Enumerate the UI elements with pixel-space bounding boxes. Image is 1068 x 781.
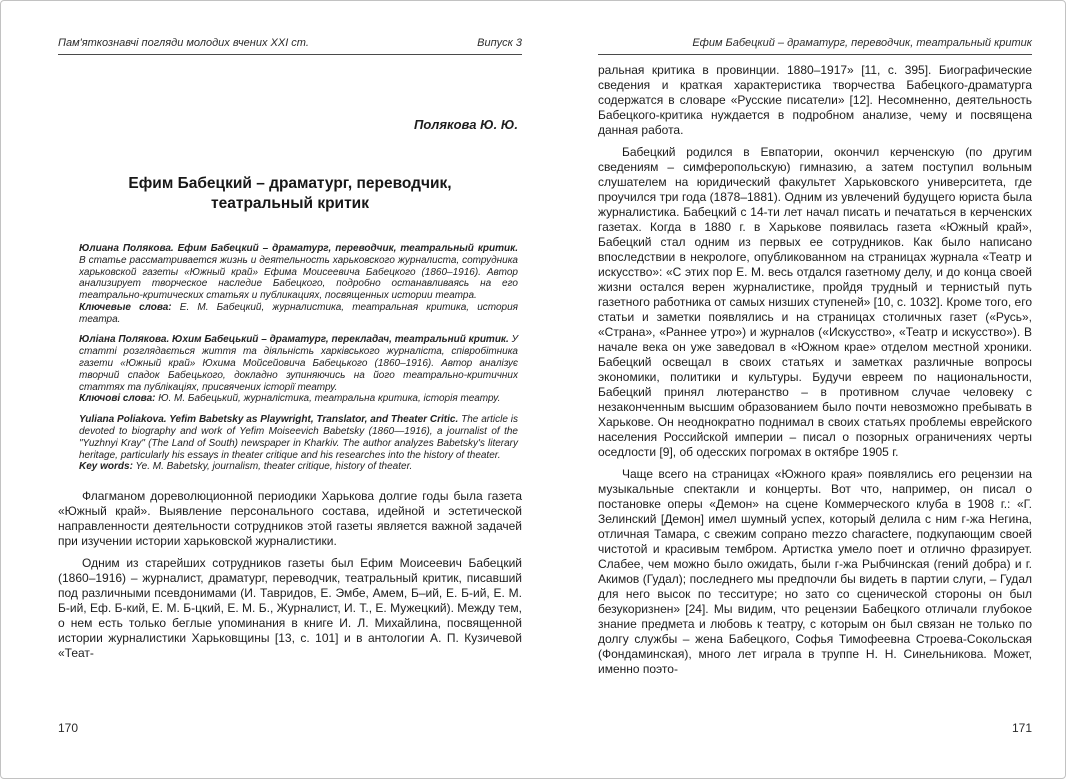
paragraph: ральная критика в провинции. 1880–1917» [11, с. 395]. Биографические сведения и краткая характеристика творчества Бабецкого-драматурга содержатся в словаре «Русские писатели» [12]. Несомненно, деятельность Бабецкого-критика нуждается в подробном анализе, чему и посвящена данная работа. bbox=[598, 63, 1032, 137]
running-head-right-page bbox=[598, 37, 1032, 55]
abstract-english-body: The article is devoted to biography and work of Yefim Moiseevich Babetsky (1860—1916), a journalist of the "Yuzhnyi Kray" (The Land of South) newspaper in Kharkiv. The author analyzes Babetsky's literary heritage, particularly his essays in theater critique and his researches into the history of theater. bbox=[79, 414, 518, 461]
abstract-ukrainian bbox=[58, 334, 522, 405]
abstract-ukrainian-keywords bbox=[79, 393, 518, 405]
abstract-russian-body: В статье рассматривается жизнь и деятельность харьковского журналиста, сотрудника харьковской газеты «Южный край» Ефима Моисеевича Бабецкого (1860–1916). Автор анализирует творческое наследие Бабецкого, подробно останавливаясь на его театрально-критических статьях и публикациях, посвященных истории театра. bbox=[79, 254, 518, 302]
page-right bbox=[598, 37, 1032, 684]
running-head-issue-number: Випуск 3 bbox=[477, 37, 522, 49]
abstract-english bbox=[58, 414, 522, 473]
abstract-english-keywords-label: Key words: bbox=[79, 461, 133, 473]
page-number-left: 170 bbox=[58, 721, 79, 735]
abstract-ukrainian-text bbox=[79, 334, 518, 393]
abstract-russian-keywords-label: Ключевые слова: bbox=[79, 301, 172, 313]
abstract-ukrainian-lead: Юліана Полякова. Юхим Бабецький – драматург, перекладач, театральний критик. bbox=[79, 334, 509, 346]
abstract-russian-lead: Юлиана Полякова. Ефим Бабецкий – драматург, переводчик, театральный критик. bbox=[79, 242, 518, 254]
abstract-ukrainian-body: У статті розглядається життя та діяльність харківського журналіста, співробітника газети «Южный край» Юхима Мойсейовича Бабецького (1860–1916). Автор аналізує творчий спадок Бабецького, докладно зупиняючись на його театрально-критичних статтях та публікаціях, присвячених історії театру. bbox=[79, 334, 518, 393]
abstract-english-text bbox=[79, 414, 518, 461]
page-left bbox=[58, 37, 522, 668]
running-head-left-page bbox=[58, 37, 522, 55]
running-head-article-title: Ефим Бабецкий – драматург, переводчик, театральный критик bbox=[692, 37, 1032, 49]
abstract-ukrainian-keywords-text: Ю. М. Бабецький, журналістика, театральна критика, історія театру. bbox=[158, 393, 501, 405]
body-text-left bbox=[58, 489, 522, 661]
paragraph: Чаще всего на страницах «Южного края» появлялись его рецензии на музыкальные спектакли и концерты. Вот что, например, он писал о постановке оперы «Демон» на сцене Коммерческого клуба в 1908 г.: «Г. Зелинский [Демон] имел шумный успех, который делила с ним г-жа Негина, отличная Тамара, с свежим сопрано mezzo charactere, подкупающим своей чистотой и красивым тембром. Артистка умело поет и отлично фразирует. Слабее, чем можно было ожидать, были г-жа Рыбчинская (гений добра) и г. Акимов (Гудал); последнего мы предпочли бы видеть в партии слуги, – Гудал для него высок по тесситуре; но зато со сценической стороны он был безукоризнен» [24]. Мы видим, что рецензии Бабецкого отличали глубокое знание предмета и любовь к театру, с которым он был связан не только по долгу службы – жена Бабецкого, Софья Тимофеевна Строева-Сокольская (Фондаминская), много лет играла в труппе Н. Н. Синельникова. Может, именно поэто- bbox=[598, 467, 1032, 676]
running-head-series-title: Пам'яткознавчі погляди молодих вчених XXI ст. bbox=[58, 37, 309, 49]
author-byline: Полякова Ю. Ю. bbox=[413, 117, 518, 132]
paragraph: Бабецкий родился в Евпатории, окончил керченскую (по другим сведениям – симферопольскую) гимназию, а затем поступил вольным слушателем на юридический факультет Харьковского университета, где проучился три года (1878–1881). Одним из увлечений будущего юриста была журналистика. Бабецкий с 14-ти лет начал писать и печататься в керченских газетах. Когда в 1880 г. в Харькове появилась газета «Южный край», Бабецкий стал одним из первых ее сотрудников. Как было написано впоследствии в некрологе, опубликованном на страницах журнала «Театр и искусство»: «С этих пор Е. М. весь отдался газетному делу, и до конца своей жизни остался верен журналистике, пройдя трудный и тернистый путь газетного работника от самых низших ступеней» [10, с. 1032]. Кроме того, его статьи и заметки появлялись и на страницах столичных газет («Русь», «Страна», «Раннее утро») и журналов («Искусство», «Театр и искусство»). В начале века он уже заведовал в «Южном крае» отделом местной хроники. Бабецкий освещал в своих статьях и заметках различные вопросы экономики, политики и культуры. Будучи евреем по национальности, Бабецкий принял лютеранство – в противном случае человеку с незаконченным высшим образованием было почти невозможно пребывать в Харькове. Он неоднократно поднимал в своих статьях проблемы еврейского населения Российской империи – писал о позорных ограничениях черты оседлости [9], об одесских погромах в октябре 1905 г. bbox=[598, 145, 1032, 459]
abstract-russian-keywords bbox=[79, 302, 518, 326]
abstract-russian bbox=[58, 243, 522, 326]
abstract-ukrainian-keywords-label: Ключові слова: bbox=[79, 393, 156, 405]
article-title: Ефим Бабецкий – драматург, переводчик, театральный критик bbox=[128, 175, 452, 213]
page-number-right: 171 bbox=[1011, 721, 1032, 735]
abstract-english-keywords bbox=[79, 461, 518, 473]
abstract-russian-text bbox=[79, 243, 518, 302]
abstract-russian-keywords-text: Е. М. Бабецкий, журналистика, театральная критика, история театра. bbox=[79, 301, 518, 325]
body-text-right bbox=[598, 63, 1032, 677]
abstract-english-lead: Yuliana Poliakova. Yefim Babetsky as Playwright, Translator, and Theater Critic. bbox=[79, 414, 459, 426]
paragraph: Флагманом дореволюционной периодики Харькова долгие годы была газета «Южный край». Выявление персонального состава, идейной и эстетической направленности деятельности сотрудников этой газеты является важной задачей при изучении истории харьковской журналистики. bbox=[58, 489, 522, 549]
abstracts-block bbox=[58, 243, 522, 473]
abstract-english-keywords-text: Ye. M. Babetsky, journalism, theater critique, history of theater. bbox=[135, 461, 413, 473]
paragraph: Одним из старейших сотрудников газеты был Ефим Моисеевич Бабецкий (1860–1916) – журналист, драматург, переводчик, театральный критик, писавший под различными псевдонимами (И. Тавридов, Е. Эмбе, Амем, Б–ий, Е. Б-ий, Е. М. Б-ий, Еф. Б-кий, Е. М. Б-цкий, Е. М. Б., Журналист, И. Т., Е. Мужецкий). Между тем, о нем есть только беглые упоминания в книге И. Л. Михайлина, посвященной истории журналистики Харьковщины [13, с. 101] и в антологии А. П. Кузичевой «Теат- bbox=[58, 556, 522, 661]
